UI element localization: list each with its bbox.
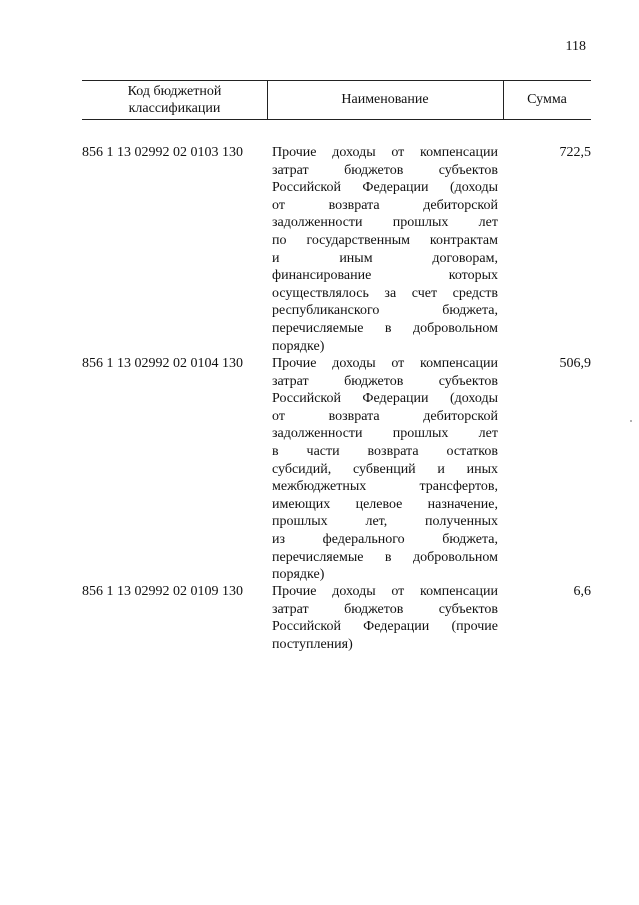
row-name-line: от возврата дебиторской xyxy=(272,408,498,424)
row-sum: 722,5 xyxy=(559,145,591,160)
header-code-line: Код бюджетной xyxy=(127,83,222,99)
header-sum: Сумма xyxy=(527,92,567,107)
row-name xyxy=(272,355,498,584)
row-name xyxy=(272,583,498,653)
row-name-line: затрат бюджетов субъектов xyxy=(272,162,498,178)
row-sum: 506,9 xyxy=(559,356,591,371)
row-name-line: затрат бюджетов субъектов xyxy=(272,601,498,617)
row-name-line: Прочие доходы от компенсации xyxy=(272,145,498,160)
scan-speck xyxy=(630,420,632,422)
row-name-line: имеющих целевое назначение, xyxy=(272,496,498,512)
row-name-line: перечисляемые в добровольном xyxy=(272,549,498,565)
row-name-line: республиканского бюджета, xyxy=(272,303,498,319)
row-name-line: Прочие доходы от компенсации xyxy=(272,584,498,599)
row-name-line: по государственным контрактам xyxy=(272,232,498,248)
row-name-line: затрат бюджетов субъектов xyxy=(272,373,498,389)
row-name-line: и иным договорам, xyxy=(272,250,498,266)
row-name-line: задолженности прошлых лет xyxy=(272,426,498,442)
row-name-line: из федерального бюджета, xyxy=(272,531,498,547)
row-name-line: задолженности прошлых лет xyxy=(272,215,498,231)
row-name-line: Российской Федерации (доходы xyxy=(272,180,498,196)
row-name-line: субсидий, субвенций и иных xyxy=(272,461,498,477)
row-name xyxy=(272,144,498,355)
header-name: Наименование xyxy=(341,92,429,107)
page-number: 118 xyxy=(565,39,586,54)
row-name-line: поступления) xyxy=(272,636,353,652)
row-name-line: Российской Федерации (прочие xyxy=(272,619,498,635)
row-name-line: порядке) xyxy=(272,338,325,354)
row-code: 856 1 13 02992 02 0103 130 xyxy=(82,145,243,160)
row-name-line: перечисляемые в добровольном xyxy=(272,320,498,336)
row-name-line: финансирование которых xyxy=(272,268,498,284)
header-code-line: классификации xyxy=(128,100,221,116)
row-name-line: Российской Федерации (доходы xyxy=(272,391,498,407)
row-name-line: Прочие доходы от компенсации xyxy=(272,356,498,371)
row-name-line: порядке) xyxy=(272,567,325,583)
row-code: 856 1 13 02992 02 0109 130 xyxy=(82,584,243,599)
row-sum: 6,6 xyxy=(573,584,591,599)
header-code xyxy=(82,80,267,119)
row-code: 856 1 13 02992 02 0104 130 xyxy=(82,356,243,371)
row-name-line: прошлых лет, полученных xyxy=(272,514,498,530)
row-name-line: межбюджетных трансфертов, xyxy=(272,479,498,495)
row-name-line: осуществлялось за счет средств xyxy=(272,285,498,301)
row-name-line: от возврата дебиторской xyxy=(272,197,498,213)
row-name-line: в части возврата остатков xyxy=(272,443,498,459)
table-header-bottom-rule xyxy=(82,119,591,120)
